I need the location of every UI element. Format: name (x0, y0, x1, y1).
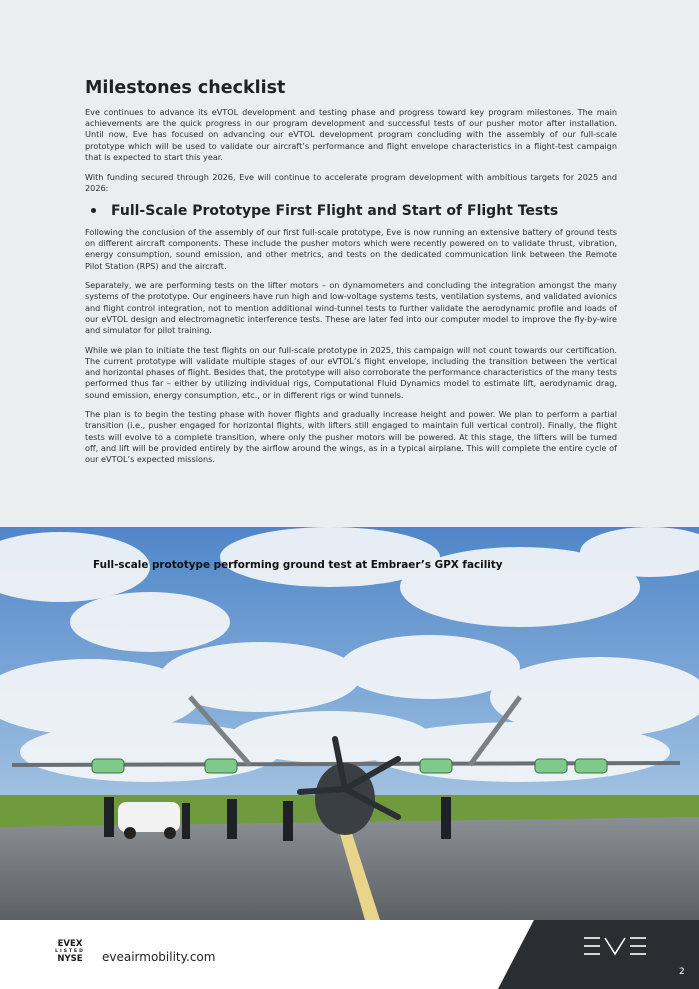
listing-exchange: NYSE (57, 954, 83, 964)
intro-paragraph-1: Eve continues to advance its eVTOL development and testing phase and progress toward key program milestones. The main achievements are the quick progress in our program development and successful tests of our pusher motor after installation. Until now, Eve has focused on advancing our eVTOL development program concluding with the assembly of our full-scale prototype which will be used to validate our aircraft’s performance and flight envelope characteristics in a flight-test campaign that is expected to start this year. (85, 107, 617, 162)
section-title: Milestones checklist (85, 78, 286, 98)
eve-logo-icon (583, 936, 647, 956)
body-paragraph-1: Following the conclusion of the assembly of our first full-scale prototype, Eve is now running an extensive battery of ground tests on different aircraft components. These include the pusher motors which were recently powered on to validate thrust, vibration, energy consumption, sound emission, and other metrics, and tests on the dedicated communication link between the Remote Pilot Station (RPS) and the aircraft. (85, 226, 617, 271)
article-content (85, 78, 617, 474)
bullet-icon (91, 208, 96, 213)
bullet-heading (85, 203, 617, 219)
intro-paragraph-2: With funding secured through 2026, Eve will continue to accelerate program development with ambitious targets for 2025 and 2026: (85, 171, 617, 193)
nyse-listing-badge (55, 940, 85, 964)
listing-ticker: EVEX (57, 939, 83, 949)
prototype-photo (0, 527, 699, 920)
body-paragraph-3: While we plan to initiate the test flights on our full-scale prototype in 2025, this campaign will not count towards our certification. The current prototype will validate multiple stages of our eVTOL’s flight envelope, including the transition between the vertical and horizontal phases of flight. Besides that, the prototype will also corroborate the performance characteristics of the many tests performed thus far – either by utilizing individual rigs, Computational Fluid Dynamics model to estimate lift, aerodynamic drag, sound emission, energy consumption, etc., or in different rigs or wind tunnels. (85, 344, 617, 400)
bullet-heading-text: Full-Scale Prototype First Flight and Start of Flight Tests (111, 202, 559, 219)
body-paragraph-2: Separately, we are performing tests on the lifter motors – on dynamometers and concluding the integration amongst the many systems of the prototype. Our engineers have run high and low-voltage systems tests, ventilation systems, and validated avionics and flight control integration, not to mention additional wind-tunnel tests to further validate the aerodynamic profile and loads of our eVTOL design and electromagnetic interference tests. These are later fed into our computer model to improve the fly-by-wire and simulator for pilot training. (85, 280, 617, 336)
photo-caption: Full-scale prototype performing ground test at Embraer’s GPX facility (93, 559, 503, 571)
website-link[interactable]: eveairmobility.com (102, 950, 216, 964)
listing-listed: LISTED (55, 949, 85, 954)
page-number: 2 (679, 967, 685, 977)
body-paragraph-4: The plan is to begin the testing phase with hover flights and gradually increase height and power. We plan to perform a partial transition (i.e., pusher engaged for horizontal flights, with lifters still engaged to maintain full vertical control). Finally, the flight tests will evolve to a complete transition, where only the pusher motors will be powered. At this stage, the lifters will be turned off, and lift will be provided entirely by the airflow around the wings, as in a typical airplane. This will complete the entire cycle of our eVTOL’s expected missions. (85, 409, 617, 465)
